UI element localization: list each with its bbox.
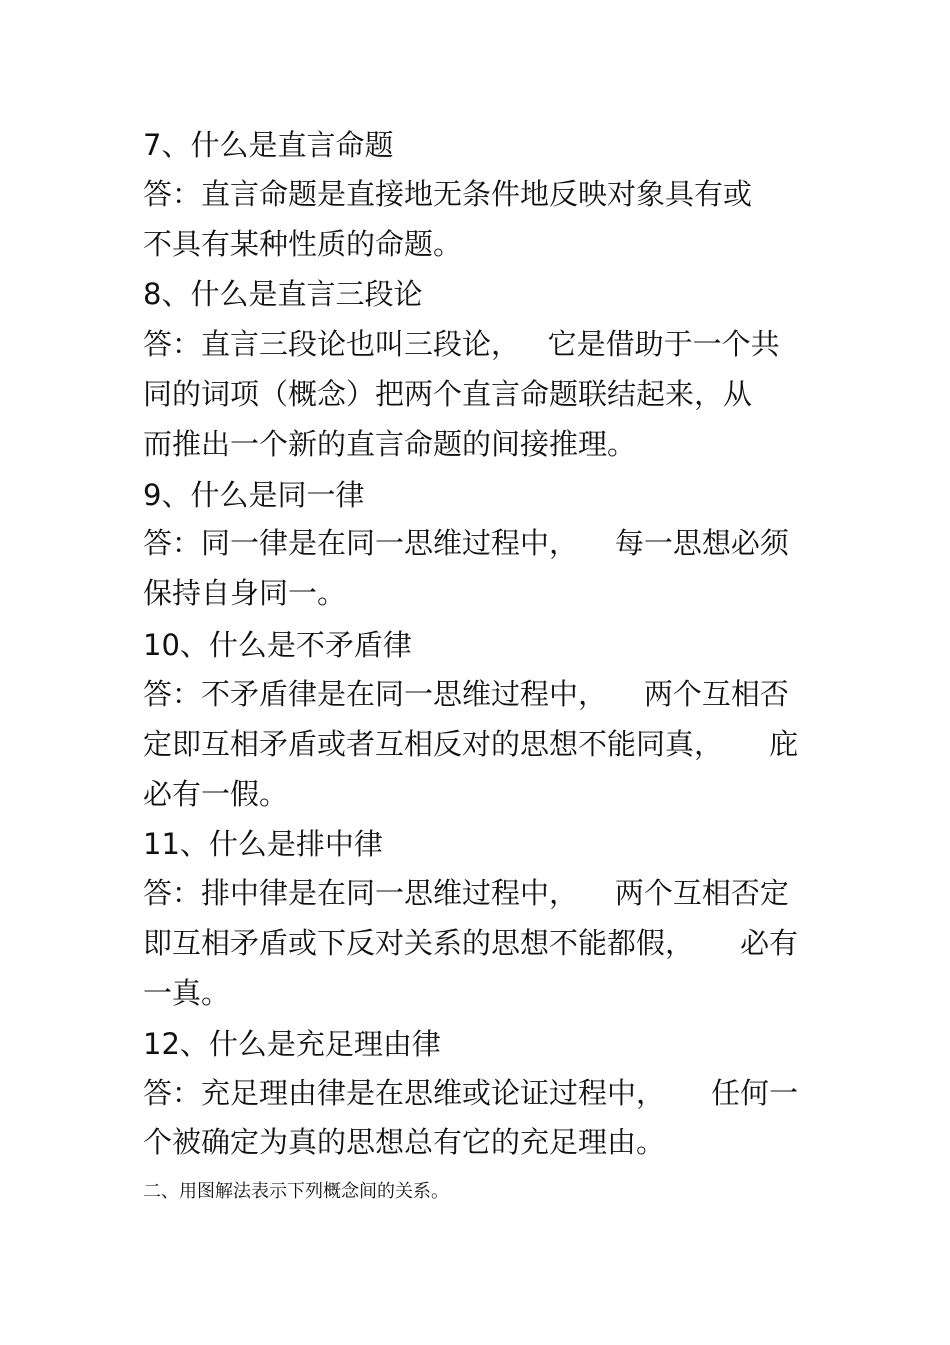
question-10-title: 10、什么是不矛盾律 [143, 628, 412, 662]
question-7-title: 7、什么是直言命题 [143, 128, 394, 162]
answer-10-line-3: 必有一假。 [143, 777, 289, 811]
answer-12-line-1: 答：充足理由律是在思维或论证过程中， 任何一 [143, 1076, 799, 1110]
answer-9-line-2: 保持自身同一。 [143, 576, 347, 610]
question-9-title: 9、什么是同一律 [143, 478, 365, 512]
answer-10-line-2: 定即互相矛盾或者互相反对的思想不能同真， 庇 [143, 727, 799, 761]
answer-9-line-1: 答：同一律是在同一思维过程中， 每一思想必须 [143, 526, 789, 560]
answer-8-line-1: 答：直言三段论也叫三段论， 它是借助于一个共 [143, 327, 780, 361]
answer-12-line-2: 个被确定为真的思想总有它的充足理由。 [143, 1125, 666, 1159]
question-12-title: 12、什么是充足理由律 [143, 1027, 441, 1061]
answer-7-line-1: 答：直言命题是直接地无条件地反映对象具有或 [143, 177, 753, 211]
question-11-title: 11、什么是排中律 [143, 827, 383, 861]
answer-11-line-2: 即互相矛盾或下反对关系的思想不能都假， 必有 [143, 926, 799, 960]
answer-7-line-2: 不具有某种性质的命题。 [143, 227, 463, 261]
answer-11-line-1: 答：排中律是在同一思维过程中， 两个互相否定 [143, 876, 789, 910]
question-8-title: 8、什么是直言三段论 [143, 277, 423, 311]
answer-8-line-3: 而推出一个新的直言命题的间接推理。 [143, 427, 637, 461]
answer-11-line-3: 一真。 [143, 976, 231, 1010]
answer-8-line-2: 同的词项（概念）把两个直言命题联结起来，从 [143, 377, 753, 411]
answer-10-line-1: 答：不矛盾律是在同一思维过程中， 两个互相否 [143, 677, 789, 711]
section-heading: 二、用图解法表示下列概念间的关系。 [143, 1181, 449, 1202]
